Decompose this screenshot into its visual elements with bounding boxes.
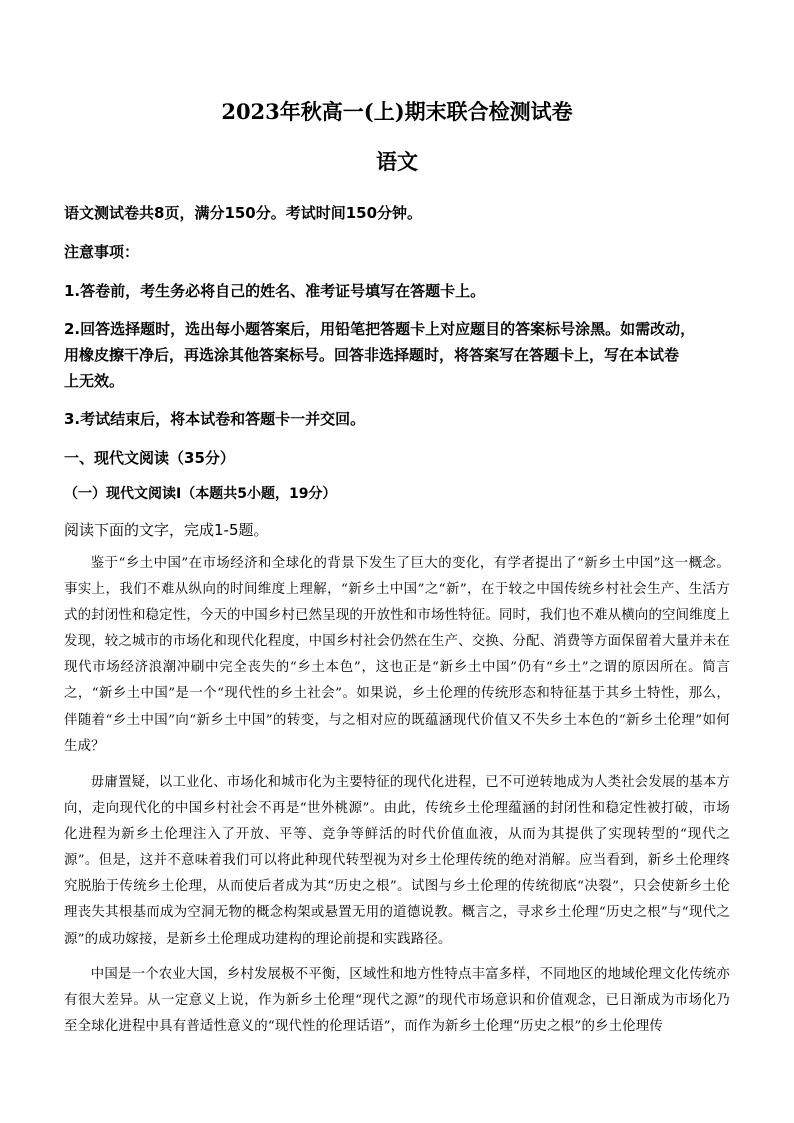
reading-prompt: 阅读下面的文字，完成1-5题。	[64, 521, 269, 539]
passage-paragraph-2: 毋庸置疑，以工业化、市场化和城市化为主要特征的现代化进程，已不可逆转地成为人类社会发展的基本方向，走向现代化的中国乡村社会不再是“世外桃源”。由此，传统乡土伦理蕴涵的封闭性和稳定性被打破，市场化进程为新乡土伦理注入了开放、平等、竞争等鲜活的时代价值血液，从而为其提供了实现转型的“现代之源”。但是，这并不意味着我们可以将此种现代转型视为对乡土伦理传统的绝对消解。应当看到，新乡土伦理终究脱胎于传统乡土伦理，从而使后者成为其“历史之根”。试图与乡土伦理的传统彻底“决裂”，只会使新乡土伦理丧失其根基而成为空洞无物的概念构架或悬置无用的道德说教。概言之，寻求乡土伦理“历史之根”与“现代之源”的成功嫁接，是新乡土伦理成功建构的理论前提和实践路径。	[64, 775, 730, 947]
notice-item-1: 1.答卷前，考生务必将自己的姓名、准考证号填写在答题卡上。	[64, 282, 486, 300]
exam-intro: 语文测试卷共8页，满分150分。考试时间150分钟。	[64, 204, 423, 222]
notice-item-2-cont: 用橡皮擦干净后，再选涂其他答案标号。回答非选择题时，将答案写在答题卡上，写在本试卷	[64, 346, 680, 364]
notice-item-3: 3.考试结束后，将本试卷和答题卡一并交回。	[64, 410, 366, 428]
notice-item-2-end: 上无效。	[64, 372, 125, 390]
exam-title: 2023年秋高一(上)期末联合检测试卷	[221, 99, 573, 124]
subject-title: 语文	[376, 149, 418, 174]
passage-paragraph-3: 中国是一个农业大国，乡村发展极不平衡，区域性和地方性特点丰富多样，不同地区的地域伦理文化传统亦有很大差异。从一定意义上说，作为新乡土伦理“现代之源”的现代市场意识和价值观念，已日渐成为市场化乃至全球化进程中具有普适性意义的“现代性的伦理话语”，而作为新乡土伦理“历史之根”的乡土伦理传	[64, 967, 730, 1035]
section-subtitle: （一）现代文阅读Ⅰ（本题共5小题，19分）	[64, 486, 337, 502]
section-title: 一、现代文阅读（35分）	[64, 449, 235, 467]
passage-paragraph-1: 鉴于“乡土中国”在市场经济和全球化的背景下发生了巨大的变化，有学者提出了“新乡土中国”这一概念。事实上，我们不难从纵向的时间维度上理解，“新乡土中国”之“新”，在于较之中国传统乡村社会生产、生活方式的封闭性和稳定性，今天的中国乡村已然呈现的开放性和市场性特征。同时，我们也不难从横向的空间维度上发现，较之城市的市场化和现代化程度，中国乡村社会仍然在生产、交换、分配、消费等方面保留着大量并未在现代市场经济浪潮冲刷中完全丧失的“乡土本色”，这也正是“新乡土中国”仍有“乡土”之谓的原因所在。简言之，“新乡土中国”是一个“现代性的乡土社会”。如果说，乡土伦理的传统形态和特征基于其乡土特性，那么，伴随着“乡土中国”向“新乡土中国”的转变，与之相对应的既蕴涵现代价值又不失乡土本色的“新乡土伦理”如何生成？	[64, 556, 730, 754]
notice-item-2: 2.回答选择题时，选出每小题答案后，用铅笔把答题卡上对应题目的答案标号涂黑。如需改动，	[64, 320, 696, 338]
notice-title: 注意事项：	[64, 243, 140, 261]
